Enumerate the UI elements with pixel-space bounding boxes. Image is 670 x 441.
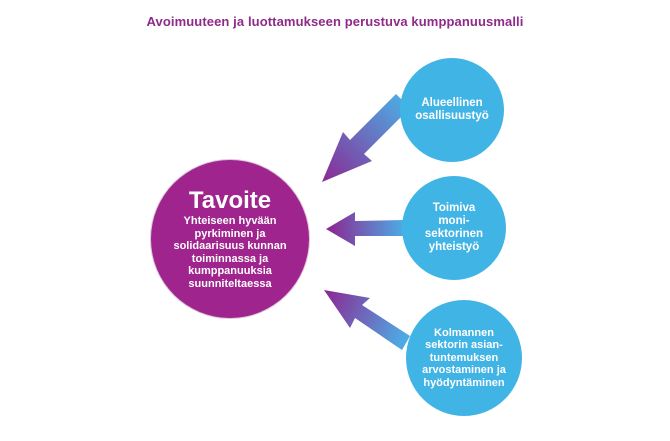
contributor-label: Toimiva moni- sektorinen yhteistyö <box>424 202 484 253</box>
goal-circle <box>151 160 309 318</box>
goal-heading: Tavoite <box>188 187 272 214</box>
contributor-label: Alueellinen osallisuustyö <box>415 97 489 122</box>
contributor-circle-multisector-cooperation <box>402 176 506 280</box>
contributor-circle-third-sector-expertise <box>406 300 522 416</box>
arrow-bottom <box>324 290 410 350</box>
arrow-top <box>322 94 410 182</box>
contributor-circle-regional-participation <box>400 58 504 162</box>
arrow-middle <box>326 212 404 246</box>
goal-text: Yhteiseen hyvään pyrkiminen ja solidaarisuus kunnan toiminnassa ja kumppanuuksia suunniteltaessa <box>173 215 287 290</box>
diagram-title: Avoimuuteen ja luottamukseen perustuva kumppanuusmalli <box>146 14 524 29</box>
contributor-label: Kolmannen sektorin asian- tuntemuksen arvostaminen ja hyödyntäminen <box>422 326 506 389</box>
